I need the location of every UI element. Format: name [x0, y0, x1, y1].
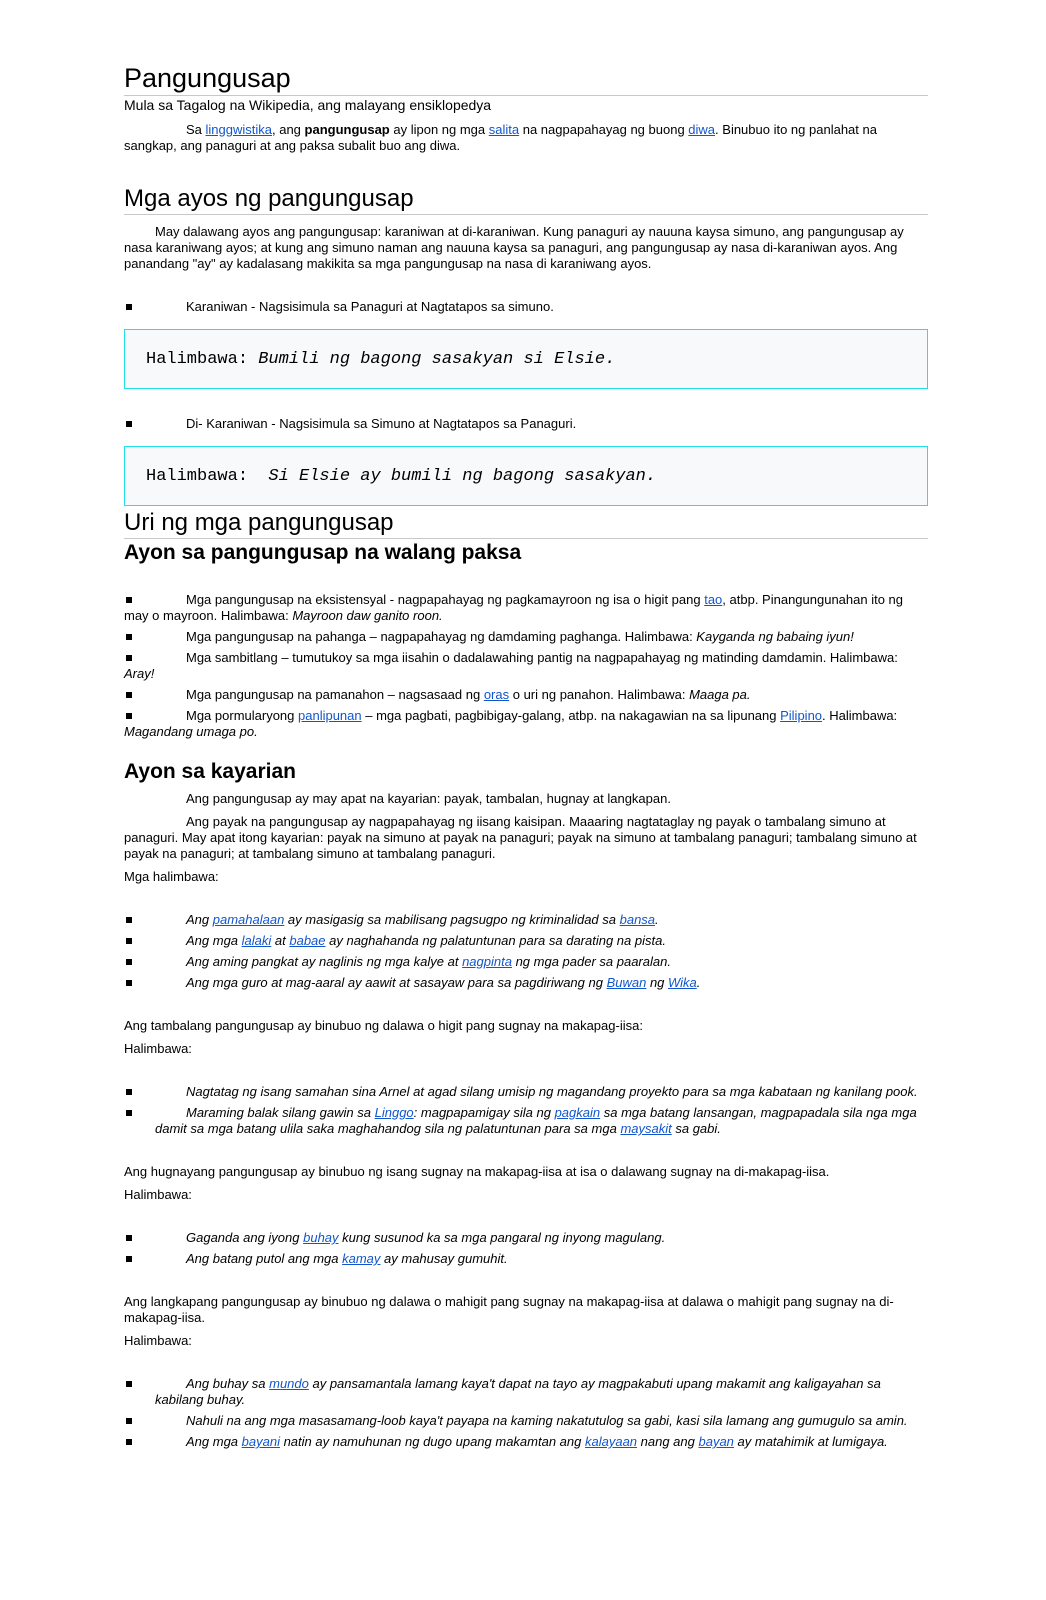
item-text: natin ay namuhunan ng dugo upang makamtan ang — [279, 1434, 585, 1449]
item-text: sa gabi. — [671, 1121, 721, 1136]
list-item — [124, 1413, 928, 1429]
link-linggo[interactable]: Linggo — [374, 1105, 414, 1120]
intro-text: . Binubuo ito ng panlahat na sangkap, ang panaguri at ang paksa subalit buo ang diwa. — [124, 122, 877, 153]
item-text: Mga pangungusap na eksistensyal - nagpapahayag ng pagkamayroon ng isa o higit pang — [186, 592, 705, 607]
list-item — [124, 687, 928, 703]
payak-paragraph: Ang payak na pangungusap ay nagpapahayag ng iisang kaisipan. Maaaring nagtataglay ng payak o tambalang simuno at panaguri. May apat itong kayarian: payak na simuno at payak na panaguri; payak na simuno at tambalang panaguri; tambalang simuno at payak na panaguri; at tambalang simuno at tambalang panaguri. — [124, 814, 917, 861]
halimbawa-label: Halimbawa: — [124, 1041, 192, 1056]
code-label: Halimbawa: — [146, 349, 259, 369]
link-wika[interactable]: Wika — [668, 975, 697, 990]
item-text: . — [696, 975, 701, 990]
intro-paragraph — [124, 122, 928, 154]
item-text: ay mahusay gumuhit. — [380, 1251, 508, 1266]
list-item — [124, 975, 928, 991]
list-item — [124, 1251, 928, 1267]
item-text: Nagtatag ng isang samahan sina Arnel at agad silang umisip ng magandang proyekto para sa mga kabataan ng kanilang pook. — [186, 1084, 918, 1099]
link-pamahalaan[interactable]: pamahalaan — [212, 912, 285, 927]
page-title: Pangungusap — [124, 62, 928, 96]
item-text: Mga pormularyong — [186, 708, 298, 723]
link-linggwistika[interactable]: linggwistika — [205, 122, 272, 137]
item-text: Ang aming pangkat ay naglinis ng mga kalye at — [186, 954, 463, 969]
link-panlipunan[interactable]: panlipunan — [298, 708, 362, 723]
code-example: Bumili ng bagong sasakyan si Elsie. — [258, 349, 616, 369]
item-text: at — [271, 933, 290, 948]
tambalan-examples — [124, 1084, 928, 1137]
intro-bold-term: pangungusap — [304, 122, 390, 137]
item-text: : magpapamigay sila ng — [413, 1105, 555, 1120]
item-text: Ang buhay sa — [186, 1376, 270, 1391]
item-example: Magandang umaga po. — [124, 724, 258, 739]
item-text: Maraming balak silang gawin sa — [186, 1105, 375, 1120]
link-bayani[interactable]: bayani — [241, 1434, 280, 1449]
walang-paksa-list — [124, 592, 928, 740]
list-item — [124, 1105, 928, 1137]
list-item — [124, 1084, 928, 1100]
item-text: Nahuli na ang mga masasamang-loob kaya't payapa na kaming nakatutulog sa gabi, kasi sila lamang ang gumugulo sa amin. — [186, 1413, 908, 1428]
item-text: Mga pangungusap na pahanga – nagpapahayag ng damdaming paghanga. Halimbawa: — [186, 629, 697, 644]
intro-text: , ang — [272, 122, 305, 137]
item-text: Mga pangungusap na pamanahon – nagsasaad ng — [186, 687, 484, 702]
ayos-paragraph: May dalawang ayos ang pangungusap: karaniwan at di-karaniwan. Kung panaguri ay nauuna kaysa simuno, ang pangungusap ay nasa karaniwang ayos; at kung ang simuno naman ang nauuna kaysa sa panaguri, ang pangungusap ay nasa di-karaniwan ayos. Ang panandang "ay" ay kadalasang makikita sa mga pangungusap na nasa di karaniwang ayos. — [124, 224, 904, 271]
mga-halimbawa-label: Mga halimbawa: — [124, 869, 219, 884]
ayos-list-2 — [124, 416, 928, 432]
item-text: nang ang — [637, 1434, 699, 1449]
hugnayan-examples — [124, 1230, 928, 1267]
list-item — [124, 629, 928, 645]
article — [124, 62, 928, 1455]
link-oras[interactable]: oras — [483, 687, 510, 702]
link-buwan[interactable]: Buwan — [606, 975, 647, 990]
link-tao[interactable]: tao — [704, 592, 723, 607]
tambalan-paragraph: Ang tambalang pangungusap ay binubuo ng dalawa o higit pang sugnay na makapag-iisa: — [124, 1018, 643, 1033]
link-pilipino[interactable]: Pilipino — [780, 708, 823, 723]
example-code-box — [124, 329, 928, 389]
example-code-box — [124, 446, 928, 506]
langkapan-examples — [124, 1376, 928, 1450]
item-text: kung susunod ka sa mga pangaral ng inyong magulang. — [338, 1230, 666, 1245]
link-maysakit[interactable]: maysakit — [620, 1121, 672, 1136]
item-text: Ang mga — [186, 933, 242, 948]
item-text: ng mga pader sa paaralan. — [511, 954, 671, 969]
hugnayan-paragraph: Ang hugnayang pangungusap ay binubuo ng isang sugnay na makapag-iisa at isa o dalawang sugnay na di-makapag-iisa. — [124, 1164, 830, 1179]
list-item — [124, 650, 928, 682]
list-item — [124, 708, 928, 740]
item-text: o uri ng panahon. Halimbawa: — [509, 687, 690, 702]
intro-text: ay lipon ng mga — [389, 122, 489, 137]
item-text: Gaganda ang iyong — [186, 1230, 304, 1245]
item-text: Mga sambitlang – tumutukoy sa mga iisahin o dadalawahing pantig na nagpapahayag ng matinding damdamin. Halimbawa: — [186, 650, 898, 665]
list-item: Di- Karaniwan - Nagsisimula sa Simuno at Nagtatapos sa Panaguri. — [124, 416, 928, 432]
link-salita[interactable]: salita — [488, 122, 520, 137]
item-text: ay naghahanda ng palatuntunan para sa darating na pista. — [325, 933, 666, 948]
code-example: Si Elsie ay bumili ng bagong sasakyan. — [268, 466, 657, 486]
item-example: Maaga pa. — [689, 687, 751, 702]
link-diwa[interactable]: diwa — [688, 122, 716, 137]
page-subtitle: Mula sa Tagalog na Wikipedia, ang malayang ensiklopedya — [124, 97, 492, 113]
item-example: Mayroon daw ganito roon. — [292, 608, 443, 623]
item-text: sa mga batang lansangan, magpapadala sila nga mga damit sa mga batang ulila saka maghahandog sila ng palatuntunan para sa mga — [155, 1105, 917, 1136]
item-text: Ang mga — [186, 1434, 242, 1449]
list-item — [124, 1434, 928, 1450]
intro-text: Sa — [186, 122, 206, 137]
link-bayan[interactable]: bayan — [698, 1434, 734, 1449]
kayarian-paragraph: Ang pangungusap ay may apat na kayarian: payak, tambalan, hugnay at langkapan. — [186, 791, 671, 806]
item-text: . Halimbawa: — [822, 708, 898, 723]
link-pagkain[interactable]: pagkain — [554, 1105, 601, 1120]
payak-examples — [124, 912, 928, 991]
intro-text: na nagpapahayag ng buong — [519, 122, 689, 137]
item-text: ay masigasig sa mabilisang pagsugpo ng kriminalidad sa — [284, 912, 620, 927]
list-item — [124, 933, 928, 949]
item-text: – mga pagbati, pagbibigay-galang, atbp. na nakagawian na sa lipunang — [361, 708, 781, 723]
item-text: Ang — [186, 912, 213, 927]
list-item: Karaniwan - Nagsisimula sa Panaguri at Nagtatapos sa simuno. — [124, 299, 928, 315]
item-text: ng — [646, 975, 669, 990]
heading-kayarian: Ayon sa kayarian — [124, 760, 296, 783]
list-item — [124, 912, 928, 928]
list-item — [124, 1376, 928, 1408]
item-text: ay pansamantala lamang kaya't dapat na tayo ay magpakabuti upang makamit ang kaligayahan sa kabilang buhay. — [155, 1376, 881, 1407]
link-mundo[interactable]: mundo — [269, 1376, 309, 1391]
item-text: ay matahimik at lumigaya. — [733, 1434, 888, 1449]
list-item — [124, 954, 928, 970]
link-buhay[interactable]: buhay — [303, 1230, 339, 1245]
heading-ayos: Mga ayos ng pangungusap — [124, 184, 928, 215]
langkapan-paragraph: Ang langkapang pangungusap ay binubuo ng dalawa o mahigit pang sugnay na makapag-iisa at dalawa o mahigit pang sugnay na di-makapag-iisa. — [124, 1294, 894, 1325]
link-kalayaan[interactable]: kalayaan — [584, 1434, 638, 1449]
link-babae[interactable]: babae — [289, 933, 326, 948]
item-text: Ang batang putol ang mga — [186, 1251, 343, 1266]
heading-uri: Uri ng mga pangungusap — [124, 508, 928, 539]
link-lalaki[interactable]: lalaki — [241, 933, 272, 948]
item-example: Aray! — [124, 666, 155, 681]
item-text: Ang mga guro at mag-aaral ay aawit at sasayaw para sa pagdiriwang ng — [186, 975, 607, 990]
item-example: Kayganda ng babaing iyun! — [696, 629, 854, 644]
list-item — [124, 1230, 928, 1246]
list-item — [124, 592, 928, 624]
ayos-list-1 — [124, 299, 928, 315]
heading-walang-paksa: Ayon sa pangungusap na walang paksa — [124, 541, 522, 564]
item-text: , atbp. Pinangungunahan ito ng may o mayroon. Halimbawa: — [124, 592, 904, 623]
item-text: . — [655, 912, 659, 927]
link-bansa[interactable]: bansa — [619, 912, 656, 927]
code-label: Halimbawa: — [146, 466, 269, 486]
link-nagpinta[interactable]: nagpinta — [462, 954, 512, 969]
link-kamay[interactable]: kamay — [342, 1251, 381, 1266]
halimbawa-label: Halimbawa: — [124, 1333, 192, 1348]
halimbawa-label: Halimbawa: — [124, 1187, 192, 1202]
